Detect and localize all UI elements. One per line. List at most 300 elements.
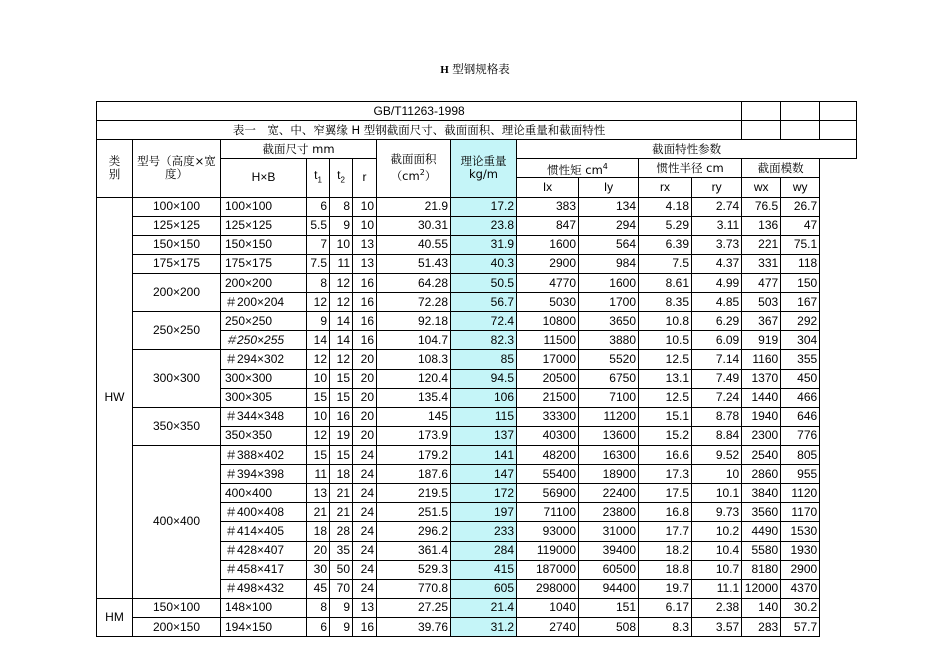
area-cell: 30.31 [377,216,451,235]
table-row [97,273,857,292]
model-cell: 150×100 [133,598,221,617]
area-cell: 104.7 [377,331,451,350]
hxb-cell: ＃400×408 [221,503,307,522]
wy-cell: 1170 [781,503,820,522]
ry-cell: 6.29 [692,312,742,331]
area-cell: 361.4 [377,541,451,560]
wy-cell: 1120 [781,484,820,503]
hxb-cell: 150×150 [221,235,307,254]
ix-cell: 11500 [517,331,579,350]
rx-cell: 12.5 [639,388,692,407]
area-cell: 145 [377,407,451,426]
area-cell: 51.43 [377,254,451,273]
wy-cell: 1530 [781,522,820,541]
area-cell: 135.4 [377,388,451,407]
t2-cell: 11 [330,254,353,273]
area-cell: 529.3 [377,560,451,579]
empty-cell [820,121,857,140]
h-beam-spec-table [96,101,857,637]
empty-cell [781,102,820,121]
rx-cell: 16.6 [639,445,692,464]
wy-cell: 118 [781,254,820,273]
wx-cell: 4490 [742,522,781,541]
iy-cell: 134 [579,197,639,216]
rx-cell: 8.61 [639,273,692,292]
header-wx: wx [742,178,781,197]
r-cell: 24 [353,445,377,464]
empty-cell [820,102,857,121]
ry-cell: 7.49 [692,369,742,388]
area-cell: 64.28 [377,273,451,292]
wx-cell: 140 [742,598,781,617]
t1-cell: 8 [307,598,330,617]
ry-cell: 2.74 [692,197,742,216]
hxb-cell: ＃250×255 [221,331,307,350]
t1-cell: 7 [307,235,330,254]
iy-cell: 564 [579,235,639,254]
weight-cell: 172 [451,484,517,503]
iy-cell: 16300 [579,445,639,464]
header-modulus: 截面模数 [742,159,820,178]
area-cell: 251.5 [377,503,451,522]
header-t2: $t_2$ [330,159,353,197]
t1-cell: 18 [307,522,330,541]
t1-cell: 5.5 [307,216,330,235]
hxb-cell: ＃414×405 [221,522,307,541]
wx-cell: 3560 [742,503,781,522]
table-row [97,598,857,617]
page-title: H 型钢规格表 [440,62,510,76]
iy-cell: 984 [579,254,639,273]
t1-cell: 15 [307,445,330,464]
wy-cell: 955 [781,465,820,484]
ry-cell: 3.11 [692,216,742,235]
r-cell: 20 [353,426,377,445]
r-cell: 13 [353,598,377,617]
ix-cell: 17000 [517,350,579,369]
ry-cell: 9.73 [692,503,742,522]
r-cell: 20 [353,369,377,388]
t1-cell: 30 [307,560,330,579]
weight-cell: 82.3 [451,331,517,350]
hxb-cell: 125×125 [221,216,307,235]
table-row [97,197,857,216]
t2-cell: 50 [330,560,353,579]
wy-cell: 167 [781,293,820,312]
ry-cell: 10.4 [692,541,742,560]
iy-cell: 94400 [579,579,639,598]
t1-cell: 12 [307,293,330,312]
area-cell: 173.9 [377,426,451,445]
r-cell: 16 [353,273,377,292]
rx-cell: 17.5 [639,484,692,503]
ix-cell: 56900 [517,484,579,503]
ry-cell: 8.84 [692,426,742,445]
ry-cell: 10 [692,465,742,484]
hxb-cell: ＃294×302 [221,350,307,369]
empty-cell [781,121,820,140]
wy-cell: 57.7 [781,617,820,636]
ry-cell: 2.38 [692,598,742,617]
r-cell: 16 [353,331,377,350]
r-cell: 24 [353,484,377,503]
wy-cell: 355 [781,350,820,369]
model-cell: 350×350 [133,407,221,445]
area-cell: 72.28 [377,293,451,312]
hxb-cell: 194×150 [221,617,307,636]
t1-cell: 9 [307,312,330,331]
table-body [97,197,857,637]
t2-cell: 14 [330,312,353,331]
ix-cell: 1040 [517,598,579,617]
ix-cell: 1600 [517,235,579,254]
weight-cell: 72.4 [451,312,517,331]
iy-cell: 39400 [579,541,639,560]
hxb-cell: ＃428×407 [221,541,307,560]
weight-cell: 31.9 [451,235,517,254]
table-row [97,254,857,273]
hxb-cell: 148×100 [221,598,307,617]
model-cell: 200×150 [133,617,221,636]
ry-cell: 3.73 [692,235,742,254]
wx-cell: 477 [742,273,781,292]
hxb-cell: 250×250 [221,312,307,331]
table-row [97,350,857,369]
model-cell: 175×175 [133,254,221,273]
ry-cell: 9.52 [692,445,742,464]
t2-cell: 18 [330,465,353,484]
wx-cell: 221 [742,235,781,254]
wx-cell: 12000 [742,579,781,598]
weight-cell: 233 [451,522,517,541]
wx-cell: 2860 [742,465,781,484]
wy-cell: 776 [781,426,820,445]
wx-cell: 1160 [742,350,781,369]
ry-cell: 4.37 [692,254,742,273]
rx-cell: 15.2 [639,426,692,445]
t2-cell: 14 [330,331,353,350]
weight-cell: 23.8 [451,216,517,235]
rx-cell: 6.17 [639,598,692,617]
wy-cell: 47 [781,216,820,235]
ix-cell: 71100 [517,503,579,522]
area-cell: 27.25 [377,598,451,617]
table-caption: 表一 宽、中、窄翼缘 H 型钢截面尺寸、截面面积、理论重量和截面特性 [97,121,742,140]
iy-cell: 5520 [579,350,639,369]
ry-cell: 10.7 [692,560,742,579]
header-r: r [353,159,377,197]
hxb-cell: 175×175 [221,254,307,273]
t2-cell: 10 [330,235,353,254]
table-row [97,445,857,464]
r-cell: 16 [353,617,377,636]
ry-cell: 7.14 [692,350,742,369]
hxb-cell: 100×100 [221,197,307,216]
category-cell: HW [97,197,133,598]
t2-cell: 8 [330,197,353,216]
weight-cell: 85 [451,350,517,369]
t2-cell: 15 [330,445,353,464]
t1-cell: 20 [307,541,330,560]
model-cell: 250×250 [133,312,221,350]
weight-cell: 137 [451,426,517,445]
area-cell: 179.2 [377,445,451,464]
iy-cell: 1700 [579,293,639,312]
t1-cell: 14 [307,331,330,350]
hxb-cell: ＃498×432 [221,579,307,598]
t1-cell: 45 [307,579,330,598]
area-cell: 296.2 [377,522,451,541]
ix-cell: 20500 [517,369,579,388]
weight-cell: 21.4 [451,598,517,617]
header-hxb: H×B [221,159,307,197]
table-row [97,617,857,636]
rx-cell: 12.5 [639,350,692,369]
wx-cell: 2540 [742,445,781,464]
hxb-cell: ＃200×204 [221,293,307,312]
rx-cell: 5.29 [639,216,692,235]
wx-cell: 503 [742,293,781,312]
ix-cell: 40300 [517,426,579,445]
hxb-cell: 350×350 [221,426,307,445]
t2-cell: 12 [330,293,353,312]
rx-cell: 17.3 [639,465,692,484]
t2-cell: 12 [330,273,353,292]
header-inertia: 惯性矩 $cm^4$ [517,159,639,178]
category-cell: HM [97,598,133,636]
rx-cell: 17.7 [639,522,692,541]
iy-cell: 151 [579,598,639,617]
iy-cell: 18900 [579,465,639,484]
iy-cell: 6750 [579,369,639,388]
ix-cell: 93000 [517,522,579,541]
rx-cell: 10.8 [639,312,692,331]
weight-cell: 31.2 [451,617,517,636]
weight-cell: 40.3 [451,254,517,273]
weight-cell: 94.5 [451,369,517,388]
t1-cell: 21 [307,503,330,522]
wy-cell: 805 [781,445,820,464]
ry-cell: 6.09 [692,331,742,350]
weight-cell: 415 [451,560,517,579]
rx-cell: 18.2 [639,541,692,560]
ry-cell: 11.1 [692,579,742,598]
t1-cell: 10 [307,369,330,388]
model-cell: 300×300 [133,350,221,407]
wy-cell: 450 [781,369,820,388]
t2-cell: 9 [330,216,353,235]
ix-cell: 10800 [517,312,579,331]
wx-cell: 1440 [742,388,781,407]
model-cell: 200×200 [133,273,221,311]
weight-cell: 50.5 [451,273,517,292]
area-cell: 219.5 [377,484,451,503]
t2-cell: 16 [330,407,353,426]
r-cell: 24 [353,503,377,522]
wy-cell: 646 [781,407,820,426]
ry-cell: 10.1 [692,484,742,503]
rx-cell: 19.7 [639,579,692,598]
wx-cell: 8180 [742,560,781,579]
header-rx: rx [639,178,692,197]
ix-cell: 847 [517,216,579,235]
t2-cell: 15 [330,369,353,388]
t2-cell: 19 [330,426,353,445]
weight-cell: 284 [451,541,517,560]
iy-cell: 1600 [579,273,639,292]
hxb-cell: 300×300 [221,369,307,388]
standard-code: GB/T11263-1998 [97,102,742,121]
area-cell: 187.6 [377,465,451,484]
empty-cell [742,102,781,121]
header-ry: ry [692,178,742,197]
header-ix: Ix [517,178,579,197]
t1-cell: 6 [307,197,330,216]
header-weight: 理论重量 kg/m [451,140,517,197]
model-cell: 150×150 [133,235,221,254]
wy-cell: 30.2 [781,598,820,617]
model-cell: 125×125 [133,216,221,235]
wy-cell: 2900 [781,560,820,579]
ix-cell: 55400 [517,465,579,484]
area-cell: 108.3 [377,350,451,369]
r-cell: 24 [353,465,377,484]
t1-cell: 12 [307,350,330,369]
r-cell: 20 [353,388,377,407]
ix-cell: 187000 [517,560,579,579]
ix-cell: 48200 [517,445,579,464]
wx-cell: 1940 [742,407,781,426]
r-cell: 20 [353,407,377,426]
weight-cell: 56.7 [451,293,517,312]
t1-cell: 11 [307,465,330,484]
t1-cell: 6 [307,617,330,636]
t2-cell: 15 [330,388,353,407]
ix-cell: 2740 [517,617,579,636]
r-cell: 16 [353,312,377,331]
weight-cell: 17.2 [451,197,517,216]
ix-cell: 33300 [517,407,579,426]
wx-cell: 331 [742,254,781,273]
r-cell: 24 [353,560,377,579]
table-row [97,235,857,254]
rx-cell: 6.39 [639,235,692,254]
wy-cell: 150 [781,273,820,292]
wx-cell: 367 [742,312,781,331]
hxb-cell: 300×305 [221,388,307,407]
t1-cell: 7.5 [307,254,330,273]
t2-cell: 35 [330,541,353,560]
wx-cell: 1370 [742,369,781,388]
rx-cell: 7.5 [639,254,692,273]
ix-cell: 298000 [517,579,579,598]
t2-cell: 21 [330,484,353,503]
wx-cell: 5580 [742,541,781,560]
wy-cell: 4370 [781,579,820,598]
wy-cell: 1930 [781,541,820,560]
ix-cell: 5030 [517,293,579,312]
hxb-cell: 400×400 [221,484,307,503]
t1-cell: 15 [307,388,330,407]
t2-cell: 9 [330,598,353,617]
area-cell: 92.18 [377,312,451,331]
r-cell: 13 [353,254,377,273]
table-row [97,407,857,426]
rx-cell: 10.5 [639,331,692,350]
hxb-cell: ＃344×348 [221,407,307,426]
weight-cell: 197 [451,503,517,522]
header-area: 截面面积$(cm^2)$ [377,140,451,197]
iy-cell: 508 [579,617,639,636]
weight-cell: 115 [451,407,517,426]
header-t1: $t_1$ [307,159,330,197]
wy-cell: 304 [781,331,820,350]
r-cell: 20 [353,350,377,369]
iy-cell: 23800 [579,503,639,522]
r-cell: 16 [353,293,377,312]
hxb-cell: ＃394×398 [221,465,307,484]
iy-cell: 60500 [579,560,639,579]
r-cell: 24 [353,579,377,598]
t1-cell: 8 [307,273,330,292]
header-iy: Iy [579,178,639,197]
iy-cell: 13600 [579,426,639,445]
iy-cell: 11200 [579,407,639,426]
t1-cell: 10 [307,407,330,426]
header-wy: wy [781,178,820,197]
wy-cell: 75.1 [781,235,820,254]
wx-cell: 2300 [742,426,781,445]
rx-cell: 4.18 [639,197,692,216]
t1-cell: 13 [307,484,330,503]
rx-cell: 18.8 [639,560,692,579]
rx-cell: 8.3 [639,617,692,636]
header-radius: 惯性半径 cm [639,159,742,178]
wy-cell: 292 [781,312,820,331]
r-cell: 24 [353,541,377,560]
ix-cell: 21500 [517,388,579,407]
ry-cell: 7.24 [692,388,742,407]
wx-cell: 3840 [742,484,781,503]
r-cell: 10 [353,197,377,216]
ry-cell: 10.2 [692,522,742,541]
t2-cell: 9 [330,617,353,636]
wx-cell: 283 [742,617,781,636]
weight-cell: 141 [451,445,517,464]
t2-cell: 21 [330,503,353,522]
iy-cell: 22400 [579,484,639,503]
rx-cell: 16.8 [639,503,692,522]
r-cell: 10 [353,216,377,235]
table-row [97,312,857,331]
ix-cell: 383 [517,197,579,216]
table-row [97,216,857,235]
wy-cell: 466 [781,388,820,407]
t2-cell: 12 [330,350,353,369]
area-cell: 21.9 [377,197,451,216]
hxb-cell: 200×200 [221,273,307,292]
r-cell: 13 [353,235,377,254]
ix-cell: 4770 [517,273,579,292]
t1-cell: 12 [307,426,330,445]
iy-cell: 31000 [579,522,639,541]
iy-cell: 3650 [579,312,639,331]
iy-cell: 3880 [579,331,639,350]
wx-cell: 76.5 [742,197,781,216]
weight-cell: 147 [451,465,517,484]
weight-cell: 605 [451,579,517,598]
wy-cell: 26.7 [781,197,820,216]
